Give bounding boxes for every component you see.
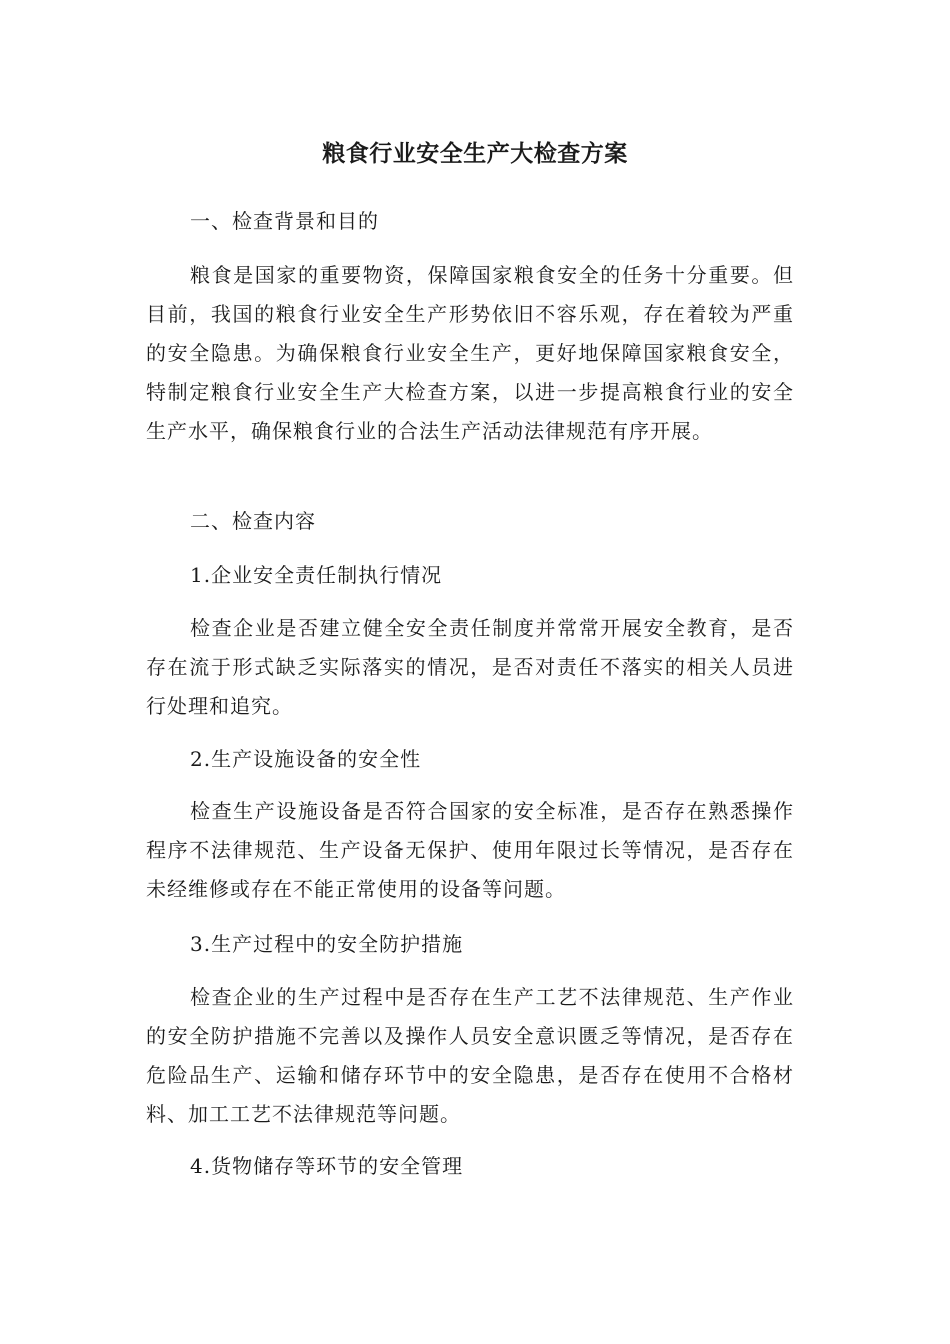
item-body-protection: 检查企业的生产过程中是否存在生产工艺不法律规范、生产作业的安全防护措施不完善以及操作人员安全意识匮乏等情况，是否存在危险品生产、运输和储存环节中的安全隐患，是否存在使用不合格材料、加工工艺不法律规范等问题。	[146, 985, 794, 1126]
section-heading-background: 一、检查背景和目的	[190, 209, 379, 233]
section-heading-content: 二、检查内容	[190, 509, 316, 533]
document-title: 粮食行业安全生产大检查方案	[322, 141, 628, 167]
item-body-equipment: 检查生产设施设备是否符合国家的安全标准，是否存在熟悉操作程序不法律规范、生产设备无保护、使用年限过长等情况，是否存在未经维修或存在不能正常使用的设备等问题。	[146, 799, 794, 901]
item-heading-responsibility: 1.企业安全责任制执行情况	[190, 563, 443, 587]
item-body-responsibility: 检查企业是否建立健全安全责任制度并常常开展安全教育，是否存在流于形式缺乏实际落实的情况，是否对责任不落实的相关人员进行处理和追究。	[146, 616, 794, 718]
item-heading-storage: 4.货物储存等环节的安全管理	[190, 1154, 464, 1178]
section-body-background: 粮食是国家的重要物资，保障国家粮食安全的任务十分重要。但目前，我国的粮食行业安全生产形势依旧不容乐观，存在着较为严重的安全隐患。为确保粮食行业安全生产，更好地保障国家粮食安全，特制定粮食行业安全生产大检查方案，以进一步提高粮食行业的安全生产水平，确保粮食行业的合法生产活动法律规范有序开展。	[146, 263, 794, 443]
item-heading-equipment: 2.生产设施设备的安全性	[190, 747, 422, 771]
item-heading-protection: 3.生产过程中的安全防护措施	[190, 932, 464, 956]
